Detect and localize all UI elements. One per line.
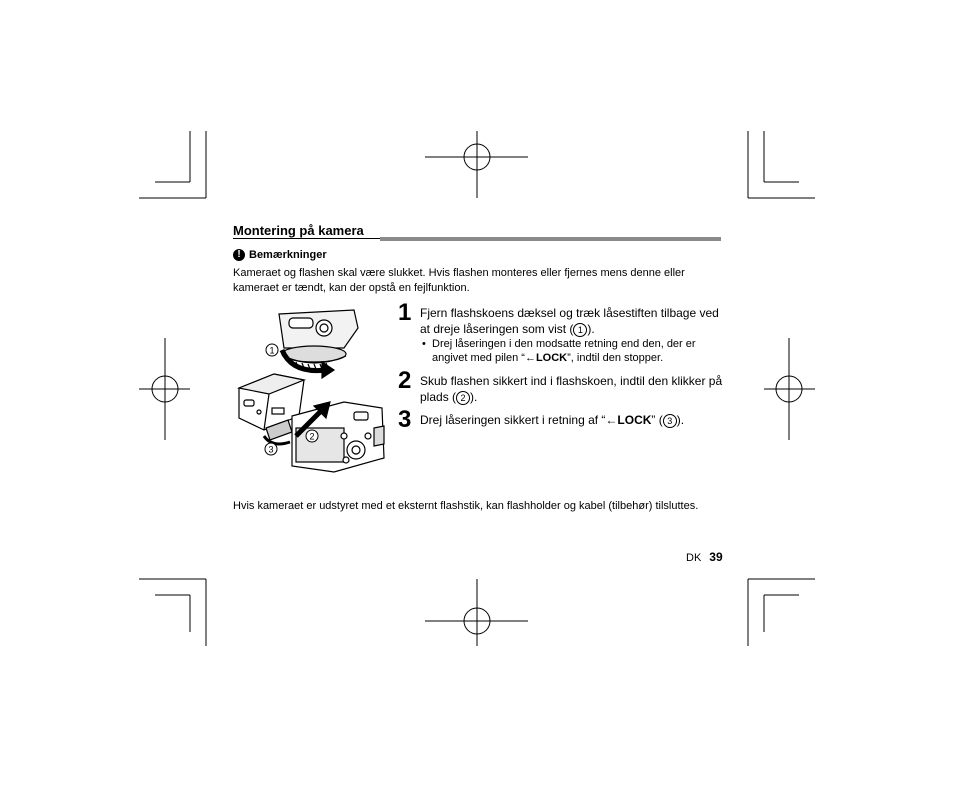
note-text: Kameraet og flashen skal være slukket. Hvis flashen monteres eller fjernes mens denne eller kameraet er tændt, kan der opstå en fejlfunktion. [233,267,685,294]
step-1-bullet: • Drej låseringen i den modsatte retning end den, der er angivet med pilen “←LOCK”, indtil den stopper. [422,338,696,364]
step-number: 3 [398,406,412,433]
step-text: Skub flashen sikkert ind i flashskoen, indtil den klikker på plads ( 2 ). [420,374,723,404]
step-number: 1 [398,299,412,326]
footer-text: Hvis kameraet er udstyret med et eksternt flashstik, kan flashholder og kabel (tilbehør) tilsluttes. [233,500,699,512]
lock-label: ←LOCK [605,413,652,427]
circled-number: 2 [456,391,470,405]
svg-text:3: 3 [268,444,274,455]
step-text: Fjern flashskoens dæksel og træk låsestiften tilbage ved at dreje låseringen som vist ( 1 ). [420,306,719,336]
page-footer [686,550,723,564]
note-heading-label: Bemærkninger [249,249,327,261]
note-heading [233,249,327,261]
section-rule [380,237,721,241]
svg-text:1: 1 [269,345,275,356]
step-number: 2 [398,367,412,394]
flash-mounting-illustration [234,308,394,478]
page-language: DK [686,552,702,564]
circled-number: 1 [573,323,587,337]
section-title: Montering på kamera [233,223,364,238]
step-text: Drej låseringen sikkert i retning af “←LOCK” ( 3 ). [420,413,685,427]
page-number: 39 [709,550,723,564]
circled-number: 3 [663,414,677,428]
lock-label: ←LOCK [524,352,568,364]
figure-callout-2 [306,430,318,442]
figure-callout-1 [266,344,278,356]
svg-text:2: 2 [309,431,315,442]
figure-callout-3 [265,443,277,455]
caution-icon: ! [233,249,245,261]
